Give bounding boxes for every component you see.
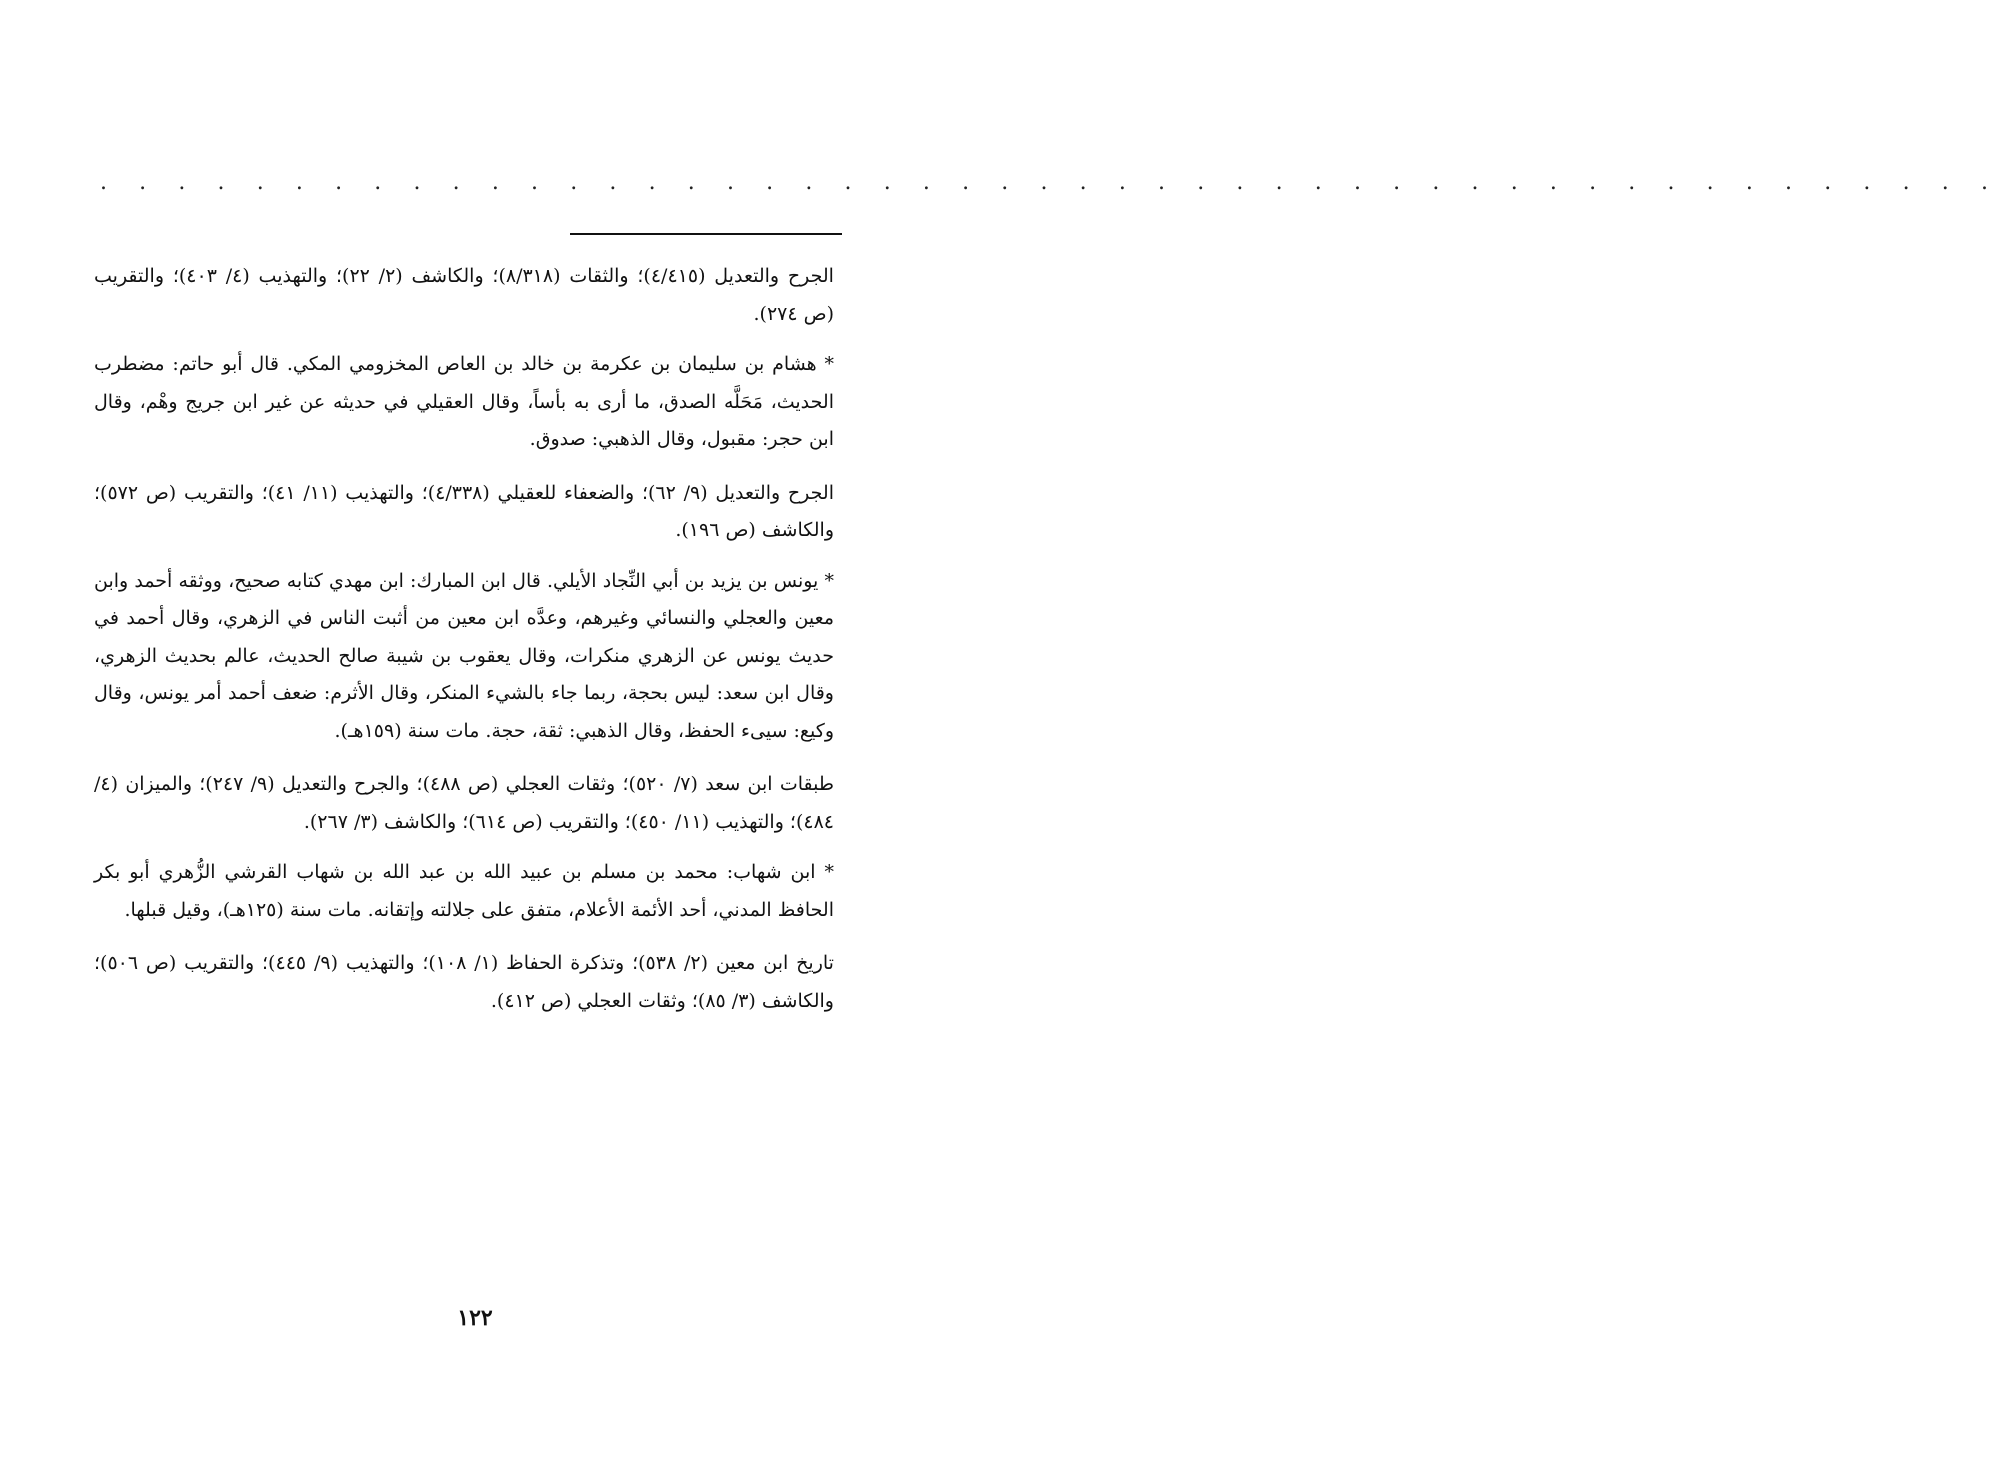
references-paragraph: طبقات ابن سعد (٧/ ٥٢٠)؛ وثقات العجلي (ص ٤٨٨)؛ والجرح والتعديل (٩/ ٢٤٧)؛ والميزان (٤/ ٤٨٤)؛ والتهذيب (١١/ ٤٥٠)؛ والتقريب (ص ٦١٤)؛ والكاشف (٣/ ٢٦٧). (94, 773, 834, 833)
biography-entry: * يونس بن يزيد بن أبي النِّجاد الأيلي. قال ابن المبارك: ابن مهدي كتابه صحيح، ووثقه أحمد وابن معين والعجلي والنسائي وغيرهم، وعدَّه ابن معين من أثبت الناس في الزهري، وقال أحمد في حديث يونس عن الزهري منكرات، وقال يعقوب بن شيبة صالح الحديث، عالم بحديث الزهري، وقال ابن سعد: ليس بحجة، ربما جاء بالشيء المنكر، وقال الأثرم: ضعف أحمد أمر يونس، وقال وكيع: سيىء الحفظ، وقال الذهبي: ثقة، حجة. مات سنة (١٥٩هـ). (94, 569, 834, 742)
references-paragraph: الجرح والتعديل (٤/٤١٥)؛ والثقات (٨/٣١٨)؛ والكاشف (٢/ ٢٢)؛ والتهذيب (٤/ ٤٠٣)؛ والتقريب (ص ٢٧٤). (94, 265, 834, 325)
references-paragraph: الجرح والتعديل (٩/ ٦٢)؛ والضعفاء للعقيلي (٤/٣٣٨)؛ والتهذيب (١١/ ٤١)؛ والتقريب (ص ٥٧٢)؛ والكاشف (ص ١٩٦). (94, 481, 834, 541)
footnote-body (94, 258, 834, 1033)
separator-dots: . . . . . . . . . . . . . . . . . . . . . . . . . . . . . . . . . . . . . . . . . . . . . . . . . (100, 170, 2001, 195)
biography-entry: * هشام بن سليمان بن عكرمة بن خالد بن العاص المخزومي المكي. قال أبو حاتم: مضطرب الحديث، مَحَلَّه الصدق، ما أرى به بأساً، وقال العقيلي في حديثه عن غير ابن جريج وهْم، وقال ابن حجر: مقبول، وقال الذهبي: صدوق. (94, 353, 834, 450)
biography-entry: * ابن شهاب: محمد بن مسلم بن عبيد الله بن عبد الله بن شهاب القرشي الزُّهري أبو بكر الحافظ المدني، أحد الأئمة الأعلام، متفق على جلالته وإتقانه. مات سنة (١٢٥هـ)، وقيل قبلها. (94, 861, 834, 921)
references-paragraph: تاريخ ابن معين (٢/ ٥٣٨)؛ وتذكرة الحفاظ (١/ ١٠٨)؛ والتهذيب (٩/ ٤٤٥)؛ والتقريب (ص ٥٠٦)؛ والكاشف (٣/ ٨٥)؛ وثقات العجلي (ص ٤١٢). (94, 952, 834, 1012)
footnote-rule (570, 233, 842, 235)
page-number: ١٢٢ (457, 1305, 493, 1331)
